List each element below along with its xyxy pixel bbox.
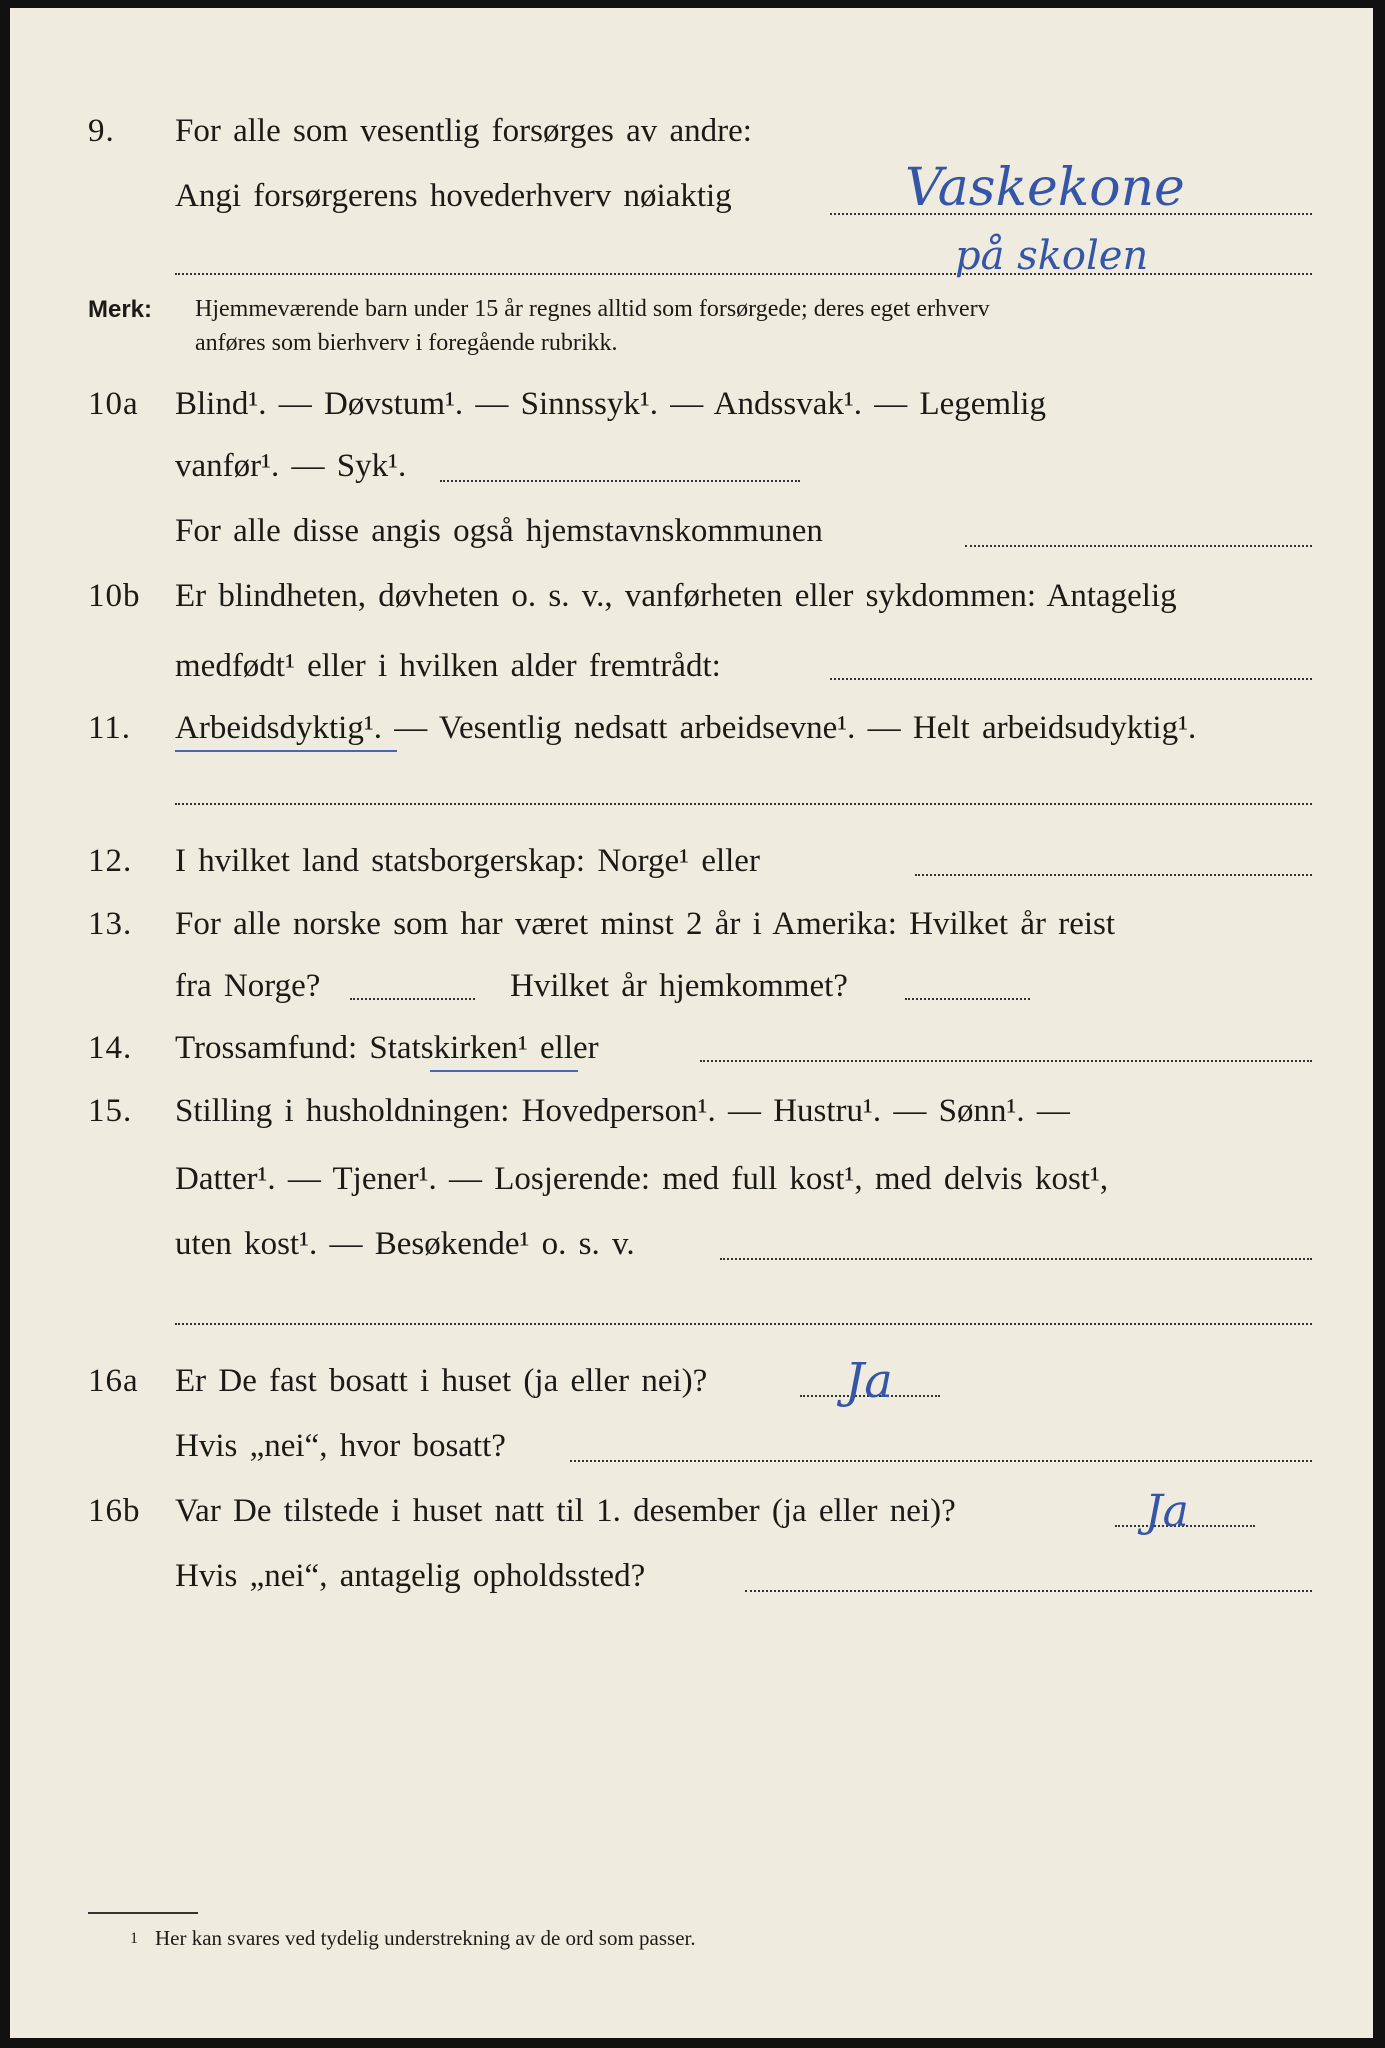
question-text: uten kost¹. — Besøkende¹ o. s. v.: [175, 1226, 635, 1262]
note-text: Hjemmeværende barn under 15 år regnes alltid som forsørgede; deres eget erhverv: [195, 296, 990, 322]
question-number: 9.: [88, 113, 115, 149]
question-text: For alle som vesentlig forsørges av andre:: [175, 113, 752, 149]
note-label: Merk:: [88, 296, 153, 323]
footnote-marker: 1: [130, 1930, 138, 1947]
census-form-page: [10, 8, 1373, 2038]
answer-line: [175, 1323, 1312, 1325]
question-text: For alle disse angis også hjemstavnskommunen: [175, 513, 823, 549]
question-text: Blind¹. — Døvstum¹. — Sinnssyk¹. — Andssvak¹. — Legemlig: [175, 386, 1046, 422]
handwritten-answer: Ja: [1145, 1486, 1189, 1537]
note-text: anføres som bierhverv i foregående rubrikk.: [195, 330, 618, 356]
question-number: 15.: [88, 1093, 133, 1129]
answer-line: [915, 874, 1312, 876]
answer-line: [175, 803, 1312, 805]
question-number: 12.: [88, 843, 133, 879]
question-text: medfødt¹ eller i hvilken alder fremtrådt:: [175, 648, 721, 684]
question-number: 16a: [88, 1363, 139, 1399]
question-text: Hvis „nei“, hvor bosatt?: [175, 1428, 506, 1464]
handwritten-underline: [430, 1070, 578, 1072]
question-text: Er blindheten, døvheten o. s. v., vanførheten eller sykdommen: Antagelig: [175, 578, 1177, 614]
question-text: Hvis „nei“, antagelig opholdssted?: [175, 1558, 646, 1594]
question-text: vanfør¹. — Syk¹.: [175, 448, 407, 484]
question-number: 16b: [88, 1493, 141, 1529]
question-text: Stilling i husholdningen: Hovedperson¹. — Hustru¹. — Sønn¹. —: [175, 1093, 1070, 1129]
question-number: 11.: [88, 710, 132, 746]
question-number: 13.: [88, 906, 133, 942]
question-text: Hvilket år hjemkommet?: [510, 968, 848, 1004]
handwritten-answer: Ja: [845, 1353, 893, 1409]
question-text: I hvilket land statsborgerskap: Norge¹ eller: [175, 843, 760, 879]
answer-line: [830, 678, 1312, 680]
question-text: Trossamfund: Statskirken¹ eller: [175, 1030, 599, 1066]
answer-line: [745, 1590, 1312, 1592]
handwritten-answer: Vaskekone: [905, 158, 1185, 218]
question-text: Er De fast bosatt i huset (ja eller nei)?: [175, 1363, 708, 1399]
question-text: For alle norske som har været minst 2 år i Amerika: Hvilket år reist: [175, 906, 1116, 942]
answer-line: [440, 480, 800, 482]
answer-line: [905, 998, 1030, 1000]
question-text: Angi forsørgerens hovederhverv nøiaktig: [175, 178, 732, 214]
handwritten-answer: på skolen: [955, 233, 1149, 279]
question-number: 14.: [88, 1030, 133, 1066]
answer-line: [700, 1060, 1312, 1062]
question-text: fra Norge?: [175, 968, 321, 1004]
answer-line: [965, 545, 1312, 547]
question-text: Arbeidsdyktig¹. — Vesentlig nedsatt arbeidsevne¹. — Helt arbeidsudyktig¹.: [175, 710, 1197, 746]
answer-line: [720, 1258, 1312, 1260]
answer-line: [570, 1460, 1312, 1462]
question-text: Datter¹. — Tjener¹. — Losjerende: med full kost¹, med delvis kost¹,: [175, 1161, 1109, 1197]
footnote-rule: [88, 1912, 198, 1914]
question-number: 10b: [88, 578, 141, 614]
handwritten-underline: [175, 750, 397, 752]
footnote-text: Her kan svares ved tydelig understrekning av de ord som passer.: [155, 1926, 696, 1950]
question-number: 10a: [88, 386, 139, 422]
question-text: Var De tilstede i huset natt til 1. desember (ja eller nei)?: [175, 1493, 956, 1529]
answer-line: [350, 998, 475, 1000]
